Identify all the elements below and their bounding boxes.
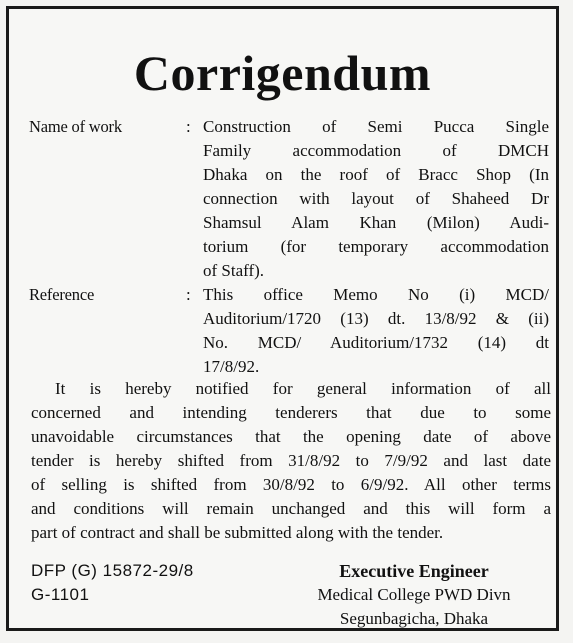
dfp-code: DFP (G) 15872-29/8 xyxy=(31,561,194,580)
name-of-work-text xyxy=(203,115,549,283)
name-of-work-line: Dhaka on the roof of Bracc Shop (In xyxy=(203,165,549,184)
signatory-title: Executive Engineer xyxy=(339,561,489,581)
body-line: of selling is shifted from 30/8/92 to 6/9/92. All other terms xyxy=(31,475,551,494)
name-of-work-line: torium (for temporary accommodation xyxy=(203,237,549,256)
reference-line: This office Memo No (i) MCD/ xyxy=(203,285,549,304)
name-of-work-line: connection with layout of Shaheed Dr xyxy=(203,189,549,208)
reference-line: 17/8/92. xyxy=(203,357,260,376)
reference-line: Auditorium/1720 (13) dt. 13/8/92 & (ii) xyxy=(203,309,549,328)
name-of-work-line: Family accommodation of DMCH xyxy=(203,141,549,160)
name-of-work-line: of Staff). xyxy=(203,261,265,280)
reference-label: Reference xyxy=(29,285,95,304)
body-line: and conditions will remain unchanged and this will form a xyxy=(31,499,551,518)
body-line: tender is hereby shifted from 31/8/92 to 7/9/92 and last date xyxy=(31,451,551,470)
name-of-work-line: Shamsul Alam Khan (Milon) Audi- xyxy=(203,213,549,232)
notice-body xyxy=(31,377,551,545)
body-line: It is hereby notified for general information of all xyxy=(55,379,551,398)
name-of-work-label: Name of work xyxy=(29,117,122,136)
reference-colon: : xyxy=(186,285,191,304)
signature-block xyxy=(279,559,549,631)
body-line: unavoidable circumstances that the opening date of above xyxy=(31,427,551,446)
notice-title: Corrigendum xyxy=(133,45,432,101)
corrigendum-notice xyxy=(6,6,559,631)
signatory-office: Medical College PWD Divn xyxy=(317,585,511,604)
reference-text xyxy=(203,283,549,379)
reference-line: No. MCD/ Auditorium/1732 (14) dt xyxy=(203,333,549,352)
signatory-location: Segunbagicha, Dhaka xyxy=(339,609,489,628)
name-of-work-line: Construction of Semi Pucca Single xyxy=(203,117,549,136)
body-line: part of contract and shall be submitted along with the tender. xyxy=(31,523,444,542)
name-of-work-colon: : xyxy=(186,117,191,136)
body-line: concerned and intending tenderers that due to some xyxy=(31,403,551,422)
g-code: G-1101 xyxy=(31,585,90,604)
footer-codes xyxy=(31,559,194,607)
